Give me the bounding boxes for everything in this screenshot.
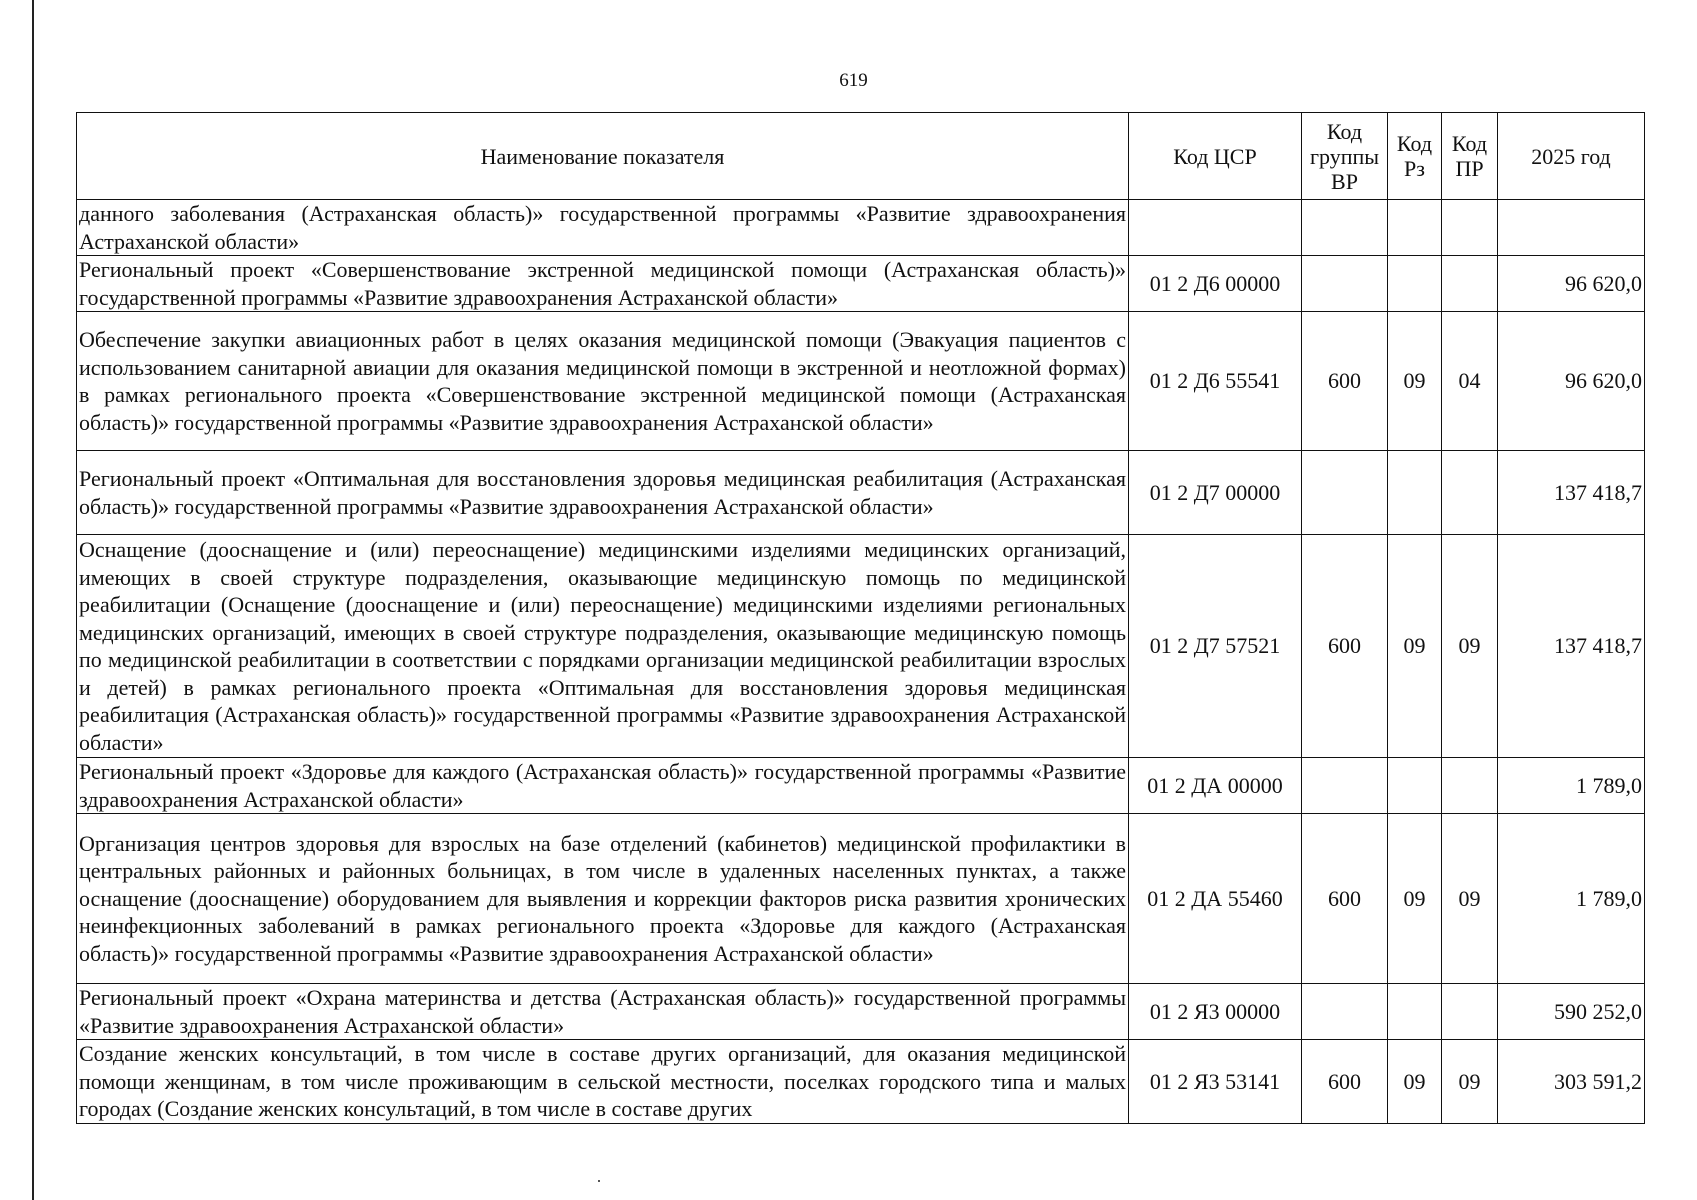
row-pr — [1442, 984, 1498, 1040]
row-name: Региональный проект «Совершенствование экстренной медицинской помощи (Астраханская область)» государственной программы «Развитие здравоохранения Астраханской области» — [77, 256, 1129, 312]
row-rz: 09 — [1388, 814, 1442, 984]
header-vr: Код группы ВР — [1302, 113, 1388, 200]
page-binding-line — [32, 0, 34, 1200]
row-sum: 96 620,0 — [1498, 312, 1645, 451]
row-sum: 137 418,7 — [1498, 451, 1645, 535]
row-sum: 137 418,7 — [1498, 535, 1645, 758]
row-name: Региональный проект «Оптимальная для восстановления здоровья медицинская реабилитация (Астраханская область)» государственной программы «Развитие здравоохранения Астраханской области» — [77, 451, 1129, 535]
row-vr: 600 — [1302, 535, 1388, 758]
table-row — [77, 1040, 1645, 1124]
table-row — [77, 312, 1645, 451]
row-pr — [1442, 758, 1498, 814]
row-pr: 04 — [1442, 312, 1498, 451]
row-pr: 09 — [1442, 814, 1498, 984]
row-rz — [1388, 200, 1442, 256]
row-name: Организация центров здоровья для взрослых на базе отделений (кабинетов) медицинской профилактики в центральных районных и районных больницах, в том числе в удаленных населенных пунктах, а также оснащение (дооснащение) оборудованием для выявления и коррекции факторов риска развития хронических неинфекционных заболеваний в рамках регионального проекта «Здоровье для каждого (Астраханская область)» государственной программы «Развитие здравоохранения Астраханской области» — [77, 814, 1129, 984]
row-pr: 09 — [1442, 1040, 1498, 1124]
row-sum — [1498, 200, 1645, 256]
row-sum: 1 789,0 — [1498, 814, 1645, 984]
header-csr: Код ЦСР — [1129, 113, 1302, 200]
row-rz — [1388, 984, 1442, 1040]
page-number — [0, 70, 1697, 92]
row-pr — [1442, 200, 1498, 256]
page-number-text: 619 — [839, 70, 868, 91]
row-csr: 01 2 Я3 53141 — [1129, 1040, 1302, 1124]
table-row — [77, 256, 1645, 312]
row-vr — [1302, 256, 1388, 312]
row-csr: 01 2 ДА 55460 — [1129, 814, 1302, 984]
row-rz — [1388, 758, 1442, 814]
header-name: Наименование показателя — [77, 113, 1129, 200]
table-row — [77, 200, 1645, 256]
budget-table — [76, 112, 1645, 1124]
row-vr: 600 — [1302, 312, 1388, 451]
row-csr: 01 2 Я3 00000 — [1129, 984, 1302, 1040]
table-row — [77, 758, 1645, 814]
row-csr: 01 2 Д7 00000 — [1129, 451, 1302, 535]
row-csr: 01 2 Д6 00000 — [1129, 256, 1302, 312]
row-rz: 09 — [1388, 312, 1442, 451]
row-pr — [1442, 451, 1498, 535]
header-rz: Код Рз — [1388, 113, 1442, 200]
row-vr — [1302, 451, 1388, 535]
row-sum: 590 252,0 — [1498, 984, 1645, 1040]
row-csr: 01 2 ДА 00000 — [1129, 758, 1302, 814]
header-year: 2025 год — [1498, 113, 1645, 200]
row-pr — [1442, 256, 1498, 312]
row-csr: 01 2 Д6 55541 — [1129, 312, 1302, 451]
row-vr — [1302, 984, 1388, 1040]
table-row — [77, 814, 1645, 984]
table-row — [77, 535, 1645, 758]
row-vr — [1302, 200, 1388, 256]
row-name: Оснащение (дооснащение и (или) переоснащение) медицинскими изделиями медицинских организаций, имеющих в своей структуре подразделения, оказывающие медицинскую помощь по медицинской реабилитации (Оснащение (дооснащение и (или) переоснащение) медицинскими изделиями региональных медицинских организаций, имеющих в своей структуре подразделения, оказывающие медицинскую помощь по медицинской реабилитации в соответствии с порядками организации медицинской реабилитации взрослых и детей) в рамках регионального проекта «Оптимальная для восстановления здоровья медицинская реабилитация (Астраханская область)» государственной программы «Развитие здравоохранения Астраханской области» — [77, 535, 1129, 758]
header-pr: Код ПР — [1442, 113, 1498, 200]
row-csr: 01 2 Д7 57521 — [1129, 535, 1302, 758]
table-row — [77, 984, 1645, 1040]
row-sum: 1 789,0 — [1498, 758, 1645, 814]
table-row — [77, 451, 1645, 535]
row-csr — [1129, 200, 1302, 256]
row-name: Обеспечение закупки авиационных работ в целях оказания медицинской помощи (Эвакуация пациентов с использованием санитарной авиации для оказания медицинской помощи в экстренной и неотложной формах) в рамках регионального проекта «Совершенствование экстренной медицинской помощи (Астраханская область)» государственной программы «Развитие здравоохранения Астраханской области» — [77, 312, 1129, 451]
row-rz: 09 — [1388, 1040, 1442, 1124]
row-name: Региональный проект «Охрана материнства и детства (Астраханская область)» государственной программы «Развитие здравоохранения Астраханской области» — [77, 984, 1129, 1040]
row-sum: 96 620,0 — [1498, 256, 1645, 312]
row-vr: 600 — [1302, 1040, 1388, 1124]
table-header-row — [77, 113, 1645, 200]
row-name: данного заболевания (Астраханская область)» государственной программы «Развитие здравоохранения Астраханской области» — [77, 200, 1129, 256]
row-sum: 303 591,2 — [1498, 1040, 1645, 1124]
row-rz — [1388, 451, 1442, 535]
row-rz — [1388, 256, 1442, 312]
row-vr: 600 — [1302, 814, 1388, 984]
row-name: Региональный проект «Здоровье для каждого (Астраханская область)» государственной программы «Развитие здравоохранения Астраханской области» — [77, 758, 1129, 814]
row-rz: 09 — [1388, 535, 1442, 758]
row-name: Создание женских консультаций, в том числе в составе других организаций, для оказания медицинской помощи женщинам, в том числе проживающим в сельской местности, поселках городского типа и малых городах (Создание женских консультаций, в том числе в составе других — [77, 1040, 1129, 1124]
row-vr — [1302, 758, 1388, 814]
row-pr: 09 — [1442, 535, 1498, 758]
scan-artifact — [598, 1180, 600, 1182]
